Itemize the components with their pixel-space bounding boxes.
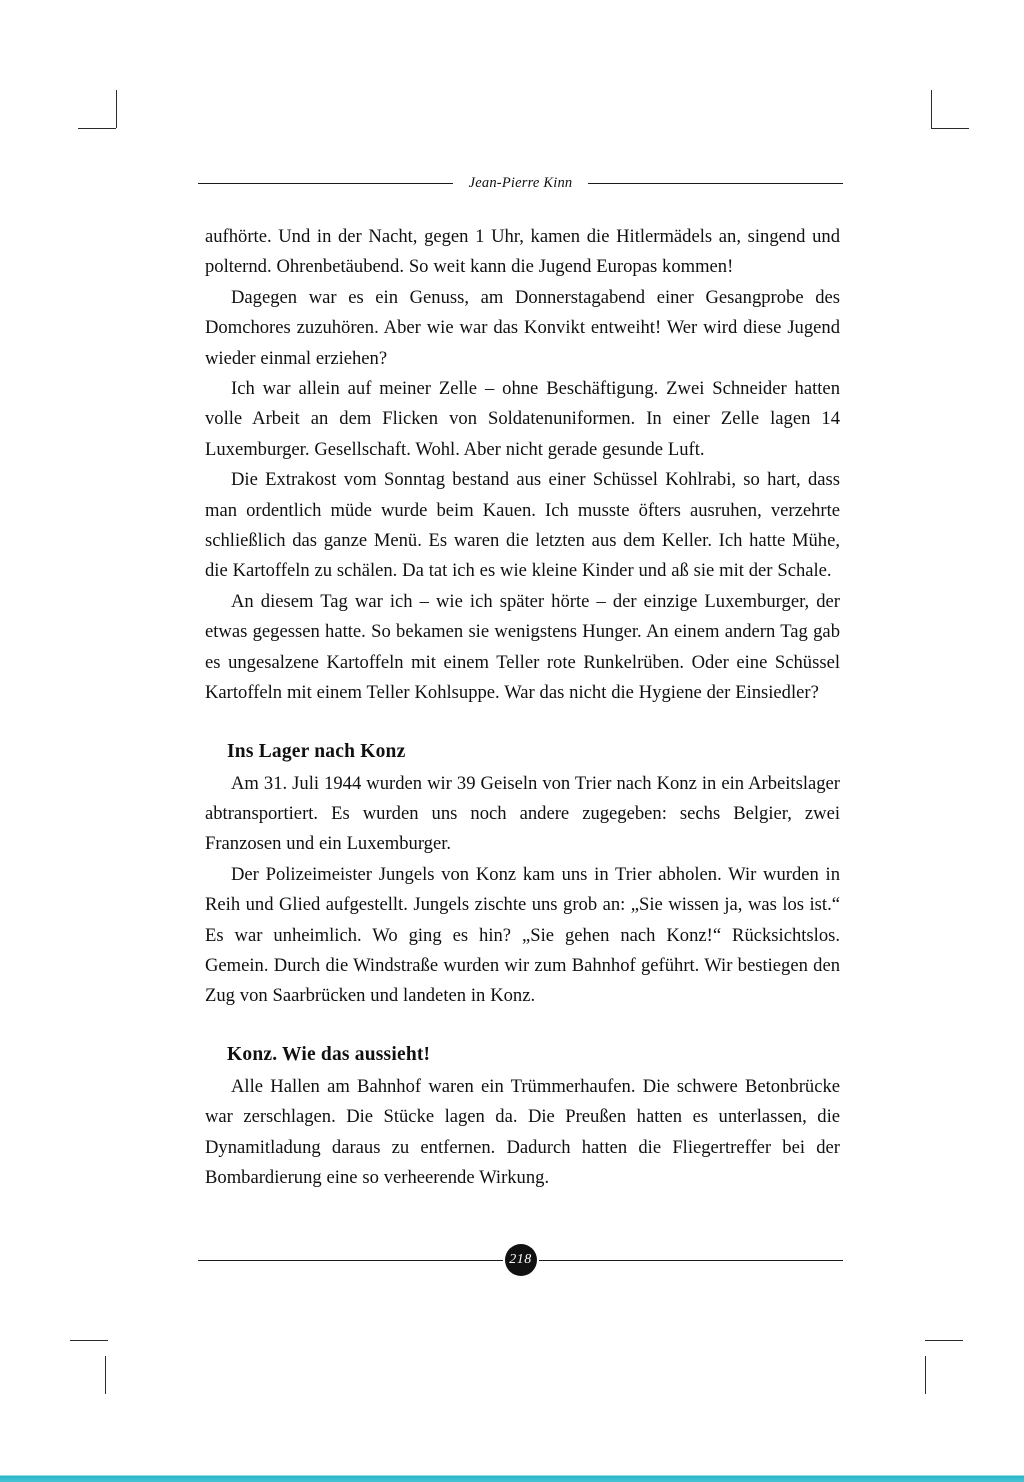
running-head-rule-right <box>588 183 843 184</box>
crop-mark-bottom-left-horizontal <box>70 1340 108 1341</box>
crop-mark-top-right-vertical <box>931 90 932 128</box>
section-heading-ins-lager-nach-konz: Ins Lager nach Konz <box>227 740 406 762</box>
crop-mark-bottom-left-vertical <box>105 1356 106 1394</box>
footer-rule-left <box>198 1260 503 1261</box>
crop-mark-top-left-horizontal <box>78 128 116 129</box>
paragraph: Dagegen war es ein Genuss, am Donnerstagabend einer Gesangprobe des Domchores zuzuhören. Aber wie war das Konvikt entweiht! Wer wird diese Jugend wieder einmal erziehen? <box>205 286 840 369</box>
paragraph: Alle Hallen am Bahnhof waren ein Trümmerhaufen. Die schwere Betonbrücke war zerschlagen. Die Stücke lagen da. Die Preußen hatten es unterlassen, die Dynamitladung daraus zu entfernen. Dadurch hatten die Fliegertreffer bei der Bombardierung eine so verheerende Wirkung. <box>205 1075 840 1188</box>
paragraph: Ich war allein auf meiner Zelle – ohne Beschäftigung. Zwei Schneider hatten volle Arbeit an dem Flicken von Soldatenuniformen. In einer Zelle lagen 14 Luxemburger. Gesellschaft. Wohl. Aber nicht gerade gesunde Luft. <box>205 378 840 460</box>
running-head-title: Jean-Pierre Kinn <box>468 174 573 191</box>
section-heading-konz-wie-das-aussieht: Konz. Wie das aussieht! <box>227 1043 431 1065</box>
running-head <box>198 172 843 194</box>
paragraph: aufhörte. Und in der Nacht, gegen 1 Uhr, kamen die Hitlermädels an, singend und polternd. Ohrenbetäubend. So weit kann die Jugend Europas kommen! <box>205 226 840 278</box>
crop-mark-top-right-horizontal <box>931 128 969 129</box>
footer-rule-right <box>539 1260 844 1261</box>
page-number-badge: 218 <box>505 1244 537 1276</box>
bottom-bleed-bar <box>0 1472 1024 1482</box>
running-head-rule-left <box>198 183 453 184</box>
paragraph: Der Polizeimeister Jungels von Konz kam uns in Trier abholen. Wir wurden in Reih und Glied aufgestellt. Jungels zischte uns grob an: „Sie wissen ja, was los ist.“ Es war unheimlich. Wo ging es hin? „Sie gehen nach Konz!“ Rücksichtslos. Gemein. Durch die Windstraße wurden wir zum Bahnhof geführt. Wir bestiegen den Zug von Saarbrücken und landeten in Konz. <box>205 863 840 1007</box>
crop-mark-top-left-vertical <box>116 90 117 128</box>
text-column <box>205 222 840 1193</box>
page-footer <box>198 1243 843 1277</box>
paragraph: Am 31. Juli 1944 wurden wir 39 Geiseln von Trier nach Konz in ein Arbeitslager abtransportiert. Es wurden uns noch andere zugegeben: sechs Belgier, zwei Franzosen und ein Luxemburger. <box>205 772 840 855</box>
crop-mark-bottom-right-horizontal <box>925 1340 963 1341</box>
paragraph: An diesem Tag war ich – wie ich später hörte – der einzige Luxemburger, der etwas gegessen hatte. So bekamen sie wenigstens Hunger. An einem andern Tag gab es ungesalzene Kartoffeln mit einem Teller rote Runkelrüben. Oder eine Schüssel Kartoffeln mit einem Teller Kohlsuppe. War das nicht die Hygiene der Einsiedler? <box>205 590 840 704</box>
paragraph: Die Extrakost vom Sonntag bestand aus einer Schüssel Kohlrabi, so hart, dass man ordentlich müde wurde beim Kauen. Ich musste öfters ausruhen, verzehrte schließlich das ganze Menü. Es waren die letzten aus dem Keller. Ich hatte Mühe, die Kartoffeln zu schälen. Da tat ich es wie kleine Kinder und aß sie mit der Schale. <box>205 469 840 582</box>
crop-mark-bottom-right-vertical <box>925 1356 926 1394</box>
